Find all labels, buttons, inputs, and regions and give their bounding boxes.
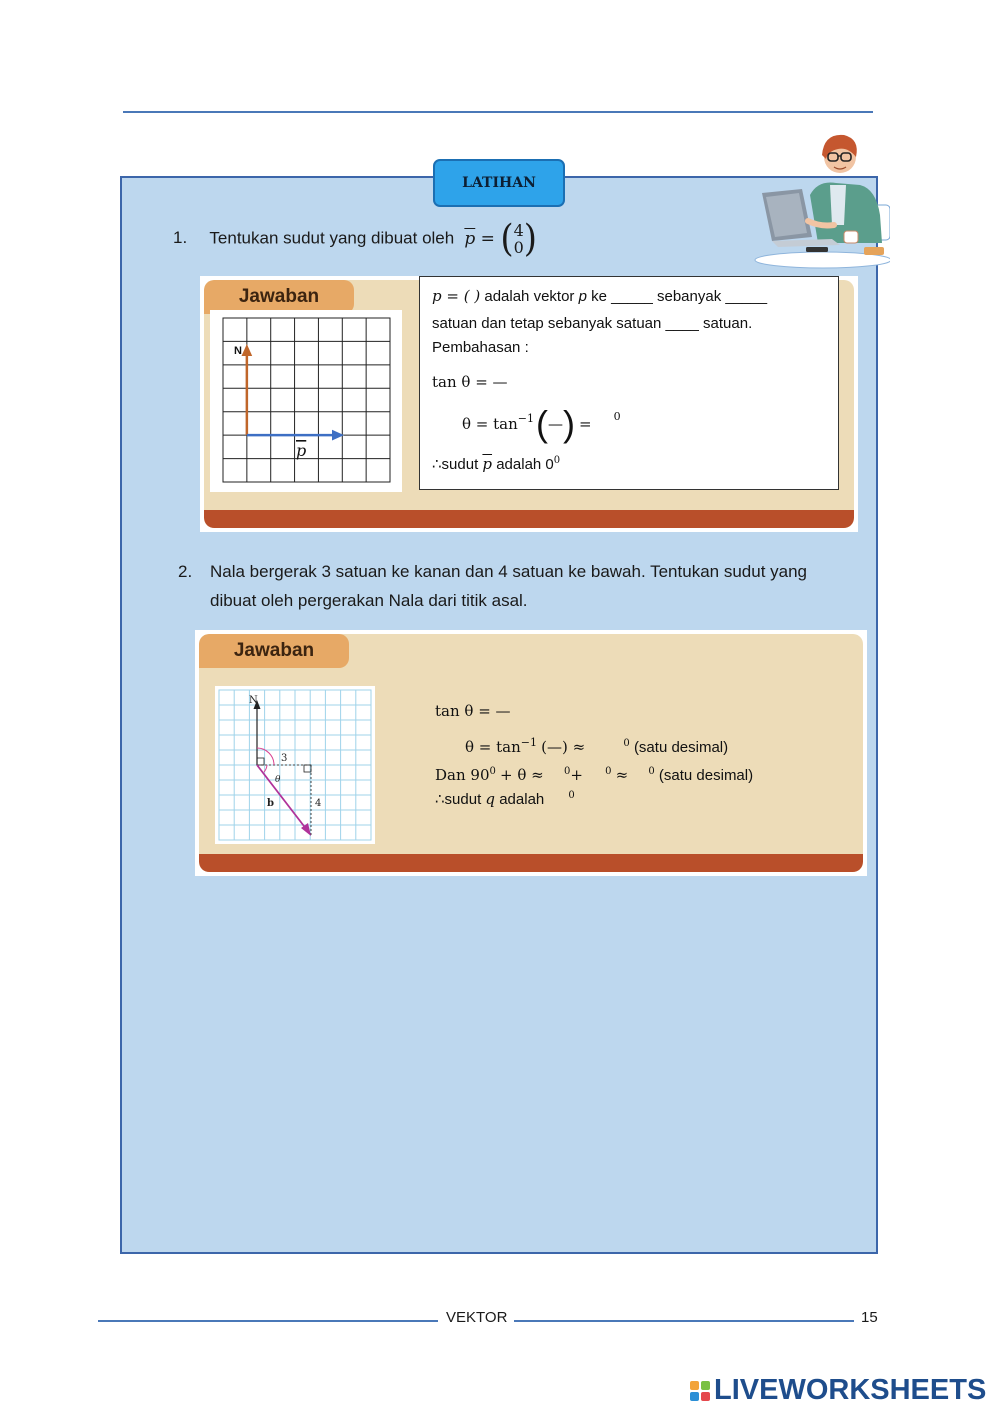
paren-left: ( [500, 217, 514, 261]
tan-line: tan θ = — [435, 702, 511, 720]
north-label: N [234, 345, 242, 357]
theta-degree: 0 [623, 738, 630, 749]
jawaban-tab [204, 280, 354, 314]
paren-right: ) [523, 217, 538, 261]
question-text: Nala bergerak 3 satuan ke kanan dan 4 satuan ke bawah. Tentukan sudut yang dibuat oleh pergerakan Nala dari titik asal. [210, 562, 808, 610]
label-3: 3 [281, 753, 288, 764]
angle-arc-outer [257, 748, 274, 765]
theta-line [462, 403, 621, 444]
vector-top: 4 [513, 221, 524, 240]
page-number: 15 [861, 1309, 878, 1326]
liveworksheets-logo-icon [690, 1381, 710, 1401]
theta-exponent: −1 [517, 411, 534, 425]
liveworksheets-brand [690, 1374, 986, 1407]
dan-prefix: Dan 90 [435, 766, 490, 784]
conclusion-degree: 0 [553, 455, 561, 466]
theta-fraction: — [548, 415, 563, 433]
question-number: 1. [173, 228, 188, 248]
question-number: 2. [178, 562, 193, 581]
card-bottom-bar [199, 854, 863, 872]
dan-approx: ≈ [615, 766, 629, 784]
dan-line [435, 766, 753, 784]
conclusion-vector: $\overline{p}$ [482, 455, 493, 473]
latihan-label: LATIHAN [462, 175, 536, 191]
dan-degree-4: 0 [648, 766, 655, 777]
theta-fraction: (—) ≈ [541, 738, 586, 756]
label-theta: θ [275, 775, 281, 785]
answer-line-2: satuan dan tetap sebanyak satuan ____ satuan. [432, 315, 753, 332]
line1-text: adalah vektor [484, 288, 575, 305]
satu-desimal-1: (satu desimal) [633, 739, 729, 756]
big-paren-left: ( [536, 403, 548, 444]
line1-p: p [578, 288, 587, 305]
theta-text: θ = tan [465, 738, 521, 756]
label-4: 4 [315, 798, 322, 809]
question-1 [173, 217, 538, 261]
theta-degree: 0 [613, 409, 621, 423]
north-label: N [249, 695, 258, 706]
conclusion-prefix: ∴sudut [432, 456, 479, 473]
grid-diagram [210, 310, 402, 492]
answer-card-1 [200, 276, 858, 532]
footer-rule-right [514, 1320, 854, 1322]
latihan-badge [433, 159, 565, 207]
question-2 [178, 557, 828, 615]
answer-line-1 [432, 287, 767, 305]
theta-line [465, 736, 728, 756]
satu-desimal-2: (satu desimal) [658, 767, 754, 784]
card-bottom-bar [204, 510, 854, 528]
column-vector [514, 222, 524, 256]
answer-text-box-1 [419, 276, 839, 490]
vector-name: $\overline{p}$ [464, 228, 476, 249]
right-angle-origin [257, 758, 264, 765]
dan-degree-1: 0 [489, 766, 496, 777]
dan-degree-2: 0 [563, 766, 571, 777]
vector-p-label: p [296, 441, 307, 460]
grid-figure-1 [210, 310, 402, 492]
theta-equals: = [579, 415, 592, 433]
conclusion-text: adalah [499, 791, 545, 808]
header-rule [123, 111, 873, 113]
big-paren-right: ) [563, 403, 575, 444]
question-text: Tentukan sudut yang dibuat oleh [209, 228, 455, 248]
conclusion-degree: 0 [568, 790, 575, 801]
answer-card-2 [195, 630, 867, 876]
conclusion-line-2 [435, 790, 575, 808]
north-arrow-head [242, 344, 253, 356]
equals-sign: = [480, 228, 495, 249]
vector-equation: p = ( ) [432, 287, 481, 305]
answer-line-3: Pembahasan : [432, 339, 529, 356]
liveworksheets-wordmark: LIVEWORKSHEETS [714, 1374, 987, 1406]
jawaban-label: Jawaban [233, 640, 315, 661]
conclusion-vector: q [485, 790, 496, 808]
vector-p-expression [459, 217, 538, 261]
conclusion-prefix: ∴sudut [435, 791, 482, 808]
label-b: b [267, 798, 274, 809]
grid-figure-2 [215, 686, 375, 844]
dan-degree-3: 0 [605, 766, 612, 777]
tan-line: tan θ = — [432, 373, 508, 391]
footer-rule-left [98, 1320, 438, 1322]
conclusion-line-1 [432, 455, 560, 473]
jawaban-label: Jawaban [238, 286, 320, 307]
grid-diagram [215, 686, 375, 844]
conclusion-text: adalah 0 [496, 456, 554, 473]
theta-text: θ = tan [462, 415, 518, 433]
vector-bottom: 0 [513, 238, 524, 257]
person-laptop-illustration [748, 125, 890, 270]
footer-title: VEKTOR [446, 1309, 508, 1326]
dan-plus: + [570, 766, 583, 784]
dan-mid: + θ ≈ [500, 766, 544, 784]
line1-rest: ke _____ sebanyak _____ [591, 288, 768, 305]
jawaban-tab [199, 634, 349, 668]
theta-exponent: −1 [520, 736, 537, 749]
